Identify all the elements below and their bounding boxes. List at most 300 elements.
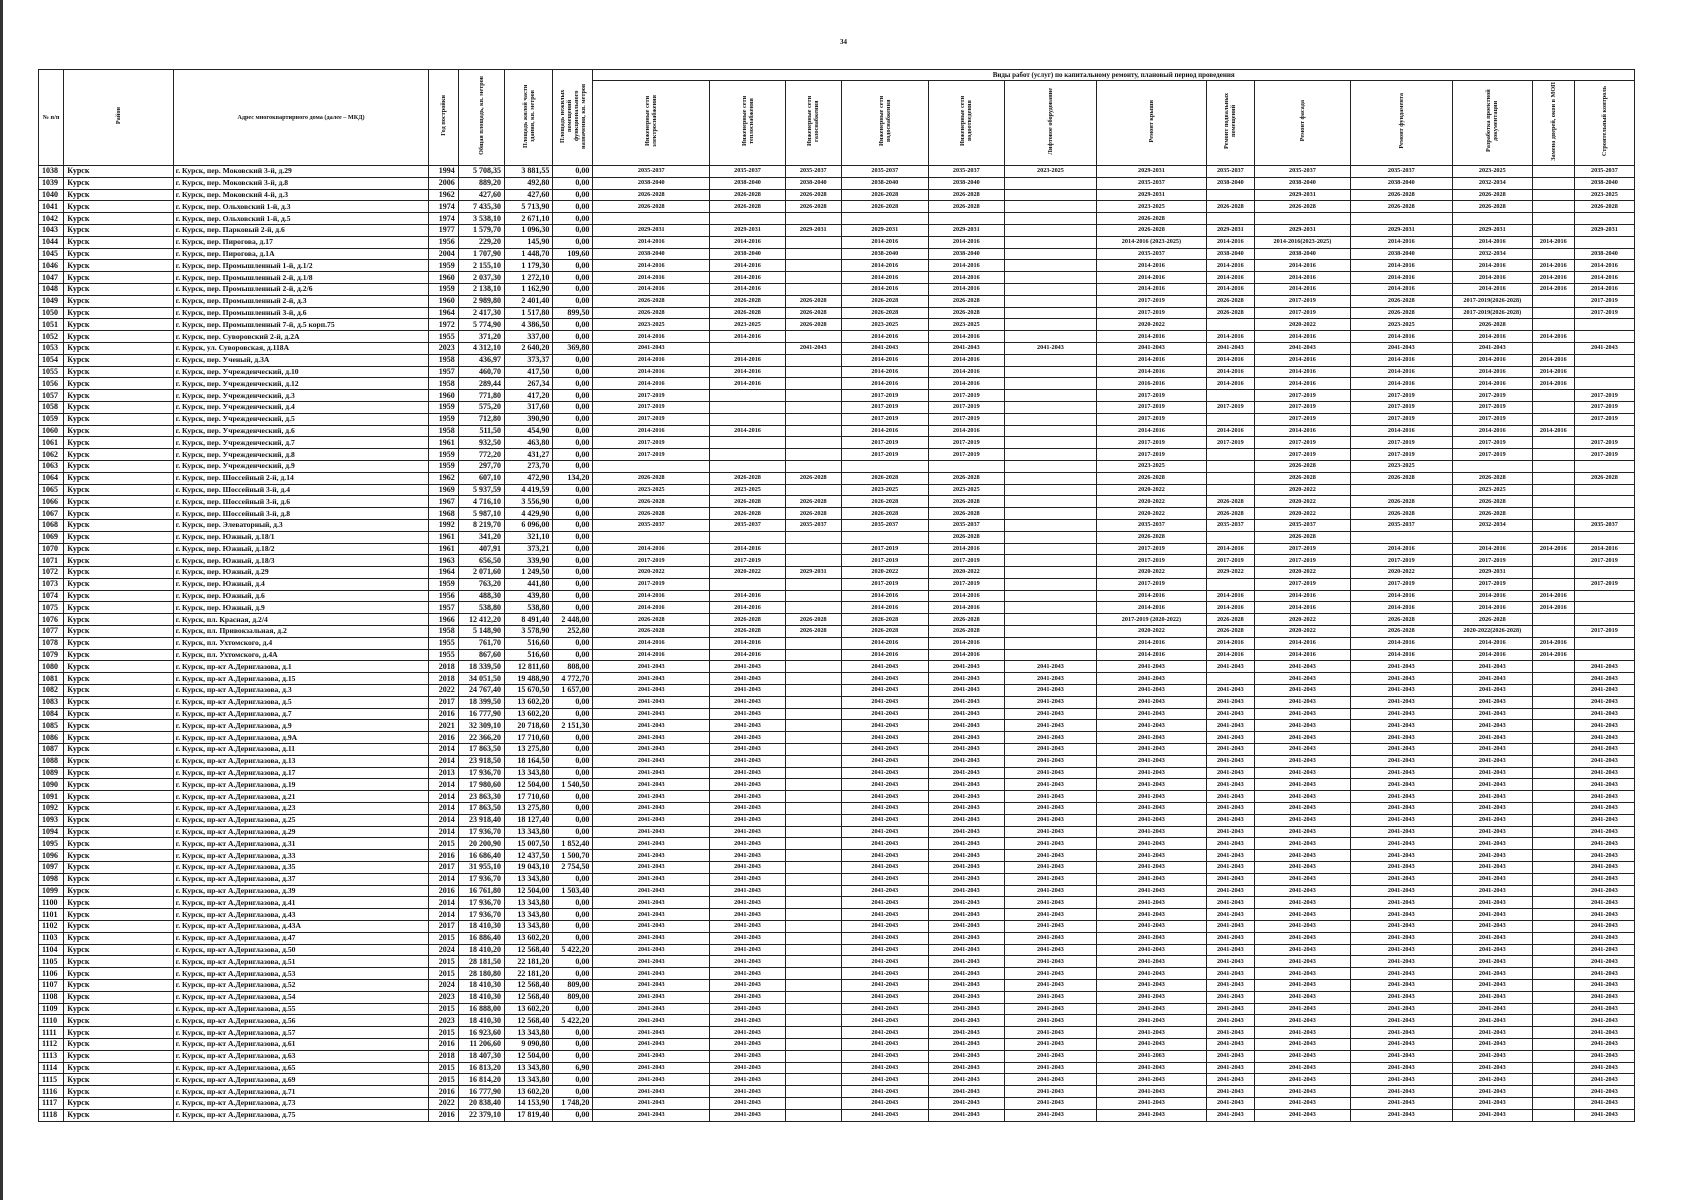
work-period-cell: 2020-2022: [1097, 484, 1206, 496]
work-period-cell: 2041-2043: [1097, 803, 1206, 815]
work-period-cell: 2041-2043: [841, 897, 928, 909]
district-cell: Курск: [64, 437, 173, 449]
address-cell: г. Курск, пер. Моковский 3-й, д.29: [173, 166, 429, 178]
work-period-cell: [1574, 460, 1634, 472]
work-period-cell: 2041-2043: [1452, 932, 1532, 944]
work-period-cell: 2041-2043: [710, 991, 786, 1003]
work-period-cell: 2041-2043: [1255, 1074, 1351, 1086]
address-cell: г. Курск, пр-кт А.Дериглазова, д.41: [173, 897, 429, 909]
work-period-cell: 2014-2016: [1097, 366, 1206, 378]
year-cell: 1974: [429, 213, 458, 225]
work-period-cell: 2041-2043: [1350, 661, 1452, 673]
work-period-cell: [785, 425, 841, 437]
work-period-cell: [1532, 496, 1574, 508]
row-number: 1102: [39, 921, 64, 933]
work-period-cell: 2041-2043: [1097, 932, 1206, 944]
work-period-cell: [1350, 484, 1452, 496]
work-period-cell: [1532, 189, 1574, 201]
district-cell: Курск: [64, 696, 173, 708]
row-number: 1115: [39, 1074, 64, 1086]
work-period-cell: 2014-2016: [841, 602, 928, 614]
work-period-cell: 2026-2028: [785, 614, 841, 626]
work-period-cell: [1532, 319, 1574, 331]
work-period-cell: 2014-2016: [710, 366, 786, 378]
table-row: [39, 224, 1635, 236]
work-period-cell: 2029-2031: [1255, 189, 1351, 201]
work-period-cell: [710, 449, 786, 461]
living-area-cell: 12 568,40: [505, 944, 553, 956]
work-period-cell: 2017-2019: [593, 449, 710, 461]
district-cell: Курск: [64, 567, 173, 579]
work-period-cell: 2041-2043: [1574, 1086, 1634, 1098]
year-cell: 2015: [429, 956, 458, 968]
work-period-cell: [1532, 1015, 1574, 1027]
work-period-cell: 2041-2043: [1350, 744, 1452, 756]
year-cell: 1962: [429, 472, 458, 484]
work-period-cell: 2014-2016: [1452, 331, 1532, 343]
work-period-cell: 2014-2016: [1206, 366, 1254, 378]
work-period-cell: [1574, 319, 1634, 331]
work-period-cell: 2041-2043: [1206, 1062, 1254, 1074]
work-period-cell: 2041-2043: [1004, 944, 1097, 956]
nonres-area-cell: 0,00: [553, 744, 593, 756]
work-period-cell: 2041-2043: [1350, 944, 1452, 956]
work-period-cell: 2041-2043: [1350, 1097, 1452, 1109]
work-period-cell: [785, 248, 841, 260]
work-period-cell: [1532, 472, 1574, 484]
row-number: 1050: [39, 307, 64, 319]
row-number: 1111: [39, 1027, 64, 1039]
work-period-cell: 2014-2016: [1452, 272, 1532, 284]
header-work-type: Строительный контроль: [1574, 81, 1634, 166]
work-period-cell: 2020-2022: [593, 567, 710, 579]
work-period-cell: 2023-2025: [1097, 460, 1206, 472]
work-period-cell: 2014-2016: [1452, 637, 1532, 649]
work-period-cell: [593, 213, 710, 225]
work-period-cell: 2041-2043: [593, 803, 710, 815]
work-period-cell: 2041-2043: [1097, 956, 1206, 968]
work-period-cell: 2041-2043: [710, 1074, 786, 1086]
total-area-cell: 20 200,90: [458, 838, 504, 850]
living-area-cell: 9 090,80: [505, 1038, 553, 1050]
table-row: [39, 956, 1635, 968]
district-cell: Курск: [64, 885, 173, 897]
work-period-cell: 2041-2043: [1452, 708, 1532, 720]
work-period-cell: [1206, 189, 1254, 201]
work-period-cell: [1004, 177, 1097, 189]
work-period-cell: 2041-2043: [1255, 755, 1351, 767]
row-number: 1081: [39, 673, 64, 685]
district-cell: Курск: [64, 449, 173, 461]
work-period-cell: 2017-2019: [1452, 401, 1532, 413]
work-period-cell: 2041-2043: [1574, 1027, 1634, 1039]
table-row: [39, 295, 1635, 307]
total-area-cell: 575,20: [458, 401, 504, 413]
work-period-cell: 2041-2043: [1350, 1015, 1452, 1027]
living-area-cell: 373,21: [505, 543, 553, 555]
address-cell: г. Курск, пр-кт А.Дериглазова, д.15: [173, 673, 429, 685]
work-period-cell: 2017-2019: [841, 449, 928, 461]
row-number: 1082: [39, 685, 64, 697]
district-cell: Курск: [64, 260, 173, 272]
work-period-cell: 2041-2043: [1350, 1027, 1452, 1039]
work-period-cell: 2041-2043: [1004, 1109, 1097, 1121]
work-period-cell: 2026-2028: [1452, 496, 1532, 508]
year-cell: 2014: [429, 814, 458, 826]
district-cell: Курск: [64, 968, 173, 980]
work-period-cell: 2017-2019: [1452, 578, 1532, 590]
work-period-cell: [1532, 1109, 1574, 1121]
work-period-cell: 2020-2022: [1255, 484, 1351, 496]
work-period-cell: 2026-2028: [1452, 319, 1532, 331]
total-area-cell: 31 955,10: [458, 862, 504, 874]
work-period-cell: 2014-2016: [710, 236, 786, 248]
work-period-cell: 2041-2043: [710, 897, 786, 909]
address-cell: г. Курск, пр-кт А.Дериглазова, д.43: [173, 909, 429, 921]
year-cell: 1959: [429, 401, 458, 413]
work-period-cell: 2041-2043: [1206, 897, 1254, 909]
work-period-cell: [1206, 472, 1254, 484]
row-number: 1106: [39, 968, 64, 980]
year-cell: 1958: [429, 354, 458, 366]
address-cell: г. Курск, пр-кт А.Дериглазова, д.51: [173, 956, 429, 968]
work-period-cell: 2041-2043: [593, 1109, 710, 1121]
work-period-cell: 2038-2040: [841, 248, 928, 260]
work-period-cell: 2026-2028: [593, 189, 710, 201]
district-cell: Курск: [64, 496, 173, 508]
work-period-cell: 2041-2043: [593, 885, 710, 897]
work-period-cell: 2041-2043: [1097, 755, 1206, 767]
work-period-cell: [1004, 555, 1097, 567]
work-period-cell: [1532, 744, 1574, 756]
total-area-cell: 5 148,90: [458, 626, 504, 638]
work-period-cell: [785, 791, 841, 803]
work-period-cell: [785, 1109, 841, 1121]
work-period-cell: 2026-2028: [1350, 307, 1452, 319]
work-period-cell: 2023-2025: [841, 319, 928, 331]
year-cell: 1974: [429, 201, 458, 213]
year-cell: 1992: [429, 519, 458, 531]
work-period-cell: [1574, 590, 1634, 602]
work-period-cell: 2026-2028: [710, 508, 786, 520]
total-area-cell: 18 410,30: [458, 1015, 504, 1027]
total-area-cell: 16 686,40: [458, 850, 504, 862]
work-period-cell: 2041-2043: [710, 826, 786, 838]
work-period-cell: 2017-2019: [710, 555, 786, 567]
work-period-cell: 2041-2043: [841, 979, 928, 991]
work-period-cell: 2035-2037: [1574, 166, 1634, 178]
work-period-cell: 2014-2016: [1452, 366, 1532, 378]
year-cell: 2016: [429, 885, 458, 897]
work-period-cell: 2026-2028: [841, 201, 928, 213]
work-period-cell: 2035-2037: [593, 166, 710, 178]
work-period-cell: [785, 354, 841, 366]
work-period-cell: 2041-2043: [1255, 1086, 1351, 1098]
work-period-cell: [1532, 626, 1574, 638]
capital-repair-table: [38, 69, 1635, 1122]
work-period-cell: 2032-2034: [1452, 248, 1532, 260]
work-period-cell: 2026-2028: [710, 614, 786, 626]
address-cell: г. Курск, пер. Моковский 3-й, д.8: [173, 177, 429, 189]
total-area-cell: 5 937,59: [458, 484, 504, 496]
work-period-cell: 2041-2043: [593, 1097, 710, 1109]
work-period-cell: 2029-2031: [1206, 224, 1254, 236]
work-period-cell: 2041-2043: [1574, 673, 1634, 685]
work-period-cell: 2041-2043: [593, 342, 710, 354]
nonres-area-cell: 808,00: [553, 661, 593, 673]
work-period-cell: 2026-2028: [1206, 496, 1254, 508]
living-area-cell: 19 043,10: [505, 862, 553, 874]
work-period-cell: 2014-2016: [1206, 637, 1254, 649]
work-period-cell: 2041-2043: [1350, 814, 1452, 826]
district-cell: Курск: [64, 342, 173, 354]
work-period-cell: 2014-2016: [1206, 378, 1254, 390]
nonres-area-cell: 899,50: [553, 307, 593, 319]
work-period-cell: 2014-2016: [710, 649, 786, 661]
year-cell: 1968: [429, 508, 458, 520]
work-period-cell: [1004, 366, 1097, 378]
work-period-cell: 2041-2043: [1255, 1027, 1351, 1039]
district-cell: Курск: [64, 224, 173, 236]
living-area-cell: 15 007,50: [505, 838, 553, 850]
nonres-area-cell: 1 540,50: [553, 779, 593, 791]
work-period-cell: 2017-2019: [841, 437, 928, 449]
work-period-cell: 2041-2043: [1350, 921, 1452, 933]
address-cell: г. Курск, пер. Шоссейный 3-й, д.8: [173, 508, 429, 520]
living-area-cell: 472,90: [505, 472, 553, 484]
work-period-cell: [1004, 248, 1097, 260]
work-period-cell: 2041-2043: [1206, 1097, 1254, 1109]
work-period-cell: 2041-2043: [1097, 779, 1206, 791]
total-area-cell: 772,20: [458, 449, 504, 461]
year-cell: 2015: [429, 1027, 458, 1039]
work-period-cell: 2023-2025: [1004, 166, 1097, 178]
row-number: 1116: [39, 1086, 64, 1098]
work-period-cell: 2041-2043: [1350, 755, 1452, 767]
address-cell: г. Курск, пер. Шоссейный 3-й, д.6: [173, 496, 429, 508]
work-period-cell: [1206, 319, 1254, 331]
work-period-cell: 2041-2043: [710, 1050, 786, 1062]
table-row: [39, 437, 1635, 449]
work-period-cell: 2014-2016: [1532, 260, 1574, 272]
work-period-cell: 2041-2043: [1004, 814, 1097, 826]
address-cell: г. Курск, пр-кт А.Дериглазова, д.35: [173, 862, 429, 874]
work-period-cell: 2041-2043: [1206, 685, 1254, 697]
row-number: 1089: [39, 767, 64, 779]
work-period-cell: 2017-2019: [1574, 307, 1634, 319]
year-cell: 2018: [429, 1050, 458, 1062]
work-period-cell: 2023-2025: [1574, 189, 1634, 201]
address-cell: г. Курск, пер. Южный, д.6: [173, 590, 429, 602]
work-period-cell: 2017-2019: [593, 578, 710, 590]
work-period-cell: 2041-2043: [1255, 673, 1351, 685]
work-period-cell: 2014-2016: [1255, 637, 1351, 649]
nonres-area-cell: 0,00: [553, 921, 593, 933]
work-period-cell: 2041-2043: [928, 1086, 1004, 1098]
work-period-cell: 2041-2043: [710, 956, 786, 968]
row-number: 1068: [39, 519, 64, 531]
work-period-cell: 2026-2028: [1350, 189, 1452, 201]
work-period-cell: 2041-2043: [1206, 1038, 1254, 1050]
work-period-cell: 2026-2028: [593, 626, 710, 638]
work-period-cell: 2041-2043: [1452, 1027, 1532, 1039]
work-period-cell: 2041-2043: [1350, 803, 1452, 815]
work-period-cell: [1532, 921, 1574, 933]
year-cell: 2013: [429, 767, 458, 779]
address-cell: г. Курск, пр-кт А.Дериглазова, д.65: [173, 1062, 429, 1074]
living-area-cell: 12 504,00: [505, 885, 553, 897]
table-row: [39, 602, 1635, 614]
address-cell: г. Курск, пр-кт А.Дериглазова, д.9А: [173, 732, 429, 744]
work-period-cell: 2035-2037: [928, 519, 1004, 531]
table-row: [39, 1074, 1635, 1086]
nonres-area-cell: 252,80: [553, 626, 593, 638]
work-period-cell: 2041-2043: [841, 1038, 928, 1050]
district-cell: Курск: [64, 248, 173, 260]
work-period-cell: 2041-2043: [1574, 803, 1634, 815]
work-period-cell: [785, 685, 841, 697]
work-period-cell: 2041-2043: [1255, 932, 1351, 944]
address-cell: г. Курск, пер. Учрежденческий, д.7: [173, 437, 429, 449]
row-number: 1057: [39, 390, 64, 402]
living-area-cell: 1 249,50: [505, 567, 553, 579]
work-period-cell: 2020-2022: [1097, 508, 1206, 520]
work-period-cell: 2041-2043: [928, 826, 1004, 838]
work-period-cell: [785, 378, 841, 390]
district-cell: Курск: [64, 1003, 173, 1015]
work-period-cell: 2014-2016: [928, 331, 1004, 343]
work-period-cell: 2014-2016: [1532, 354, 1574, 366]
work-period-cell: [1004, 425, 1097, 437]
work-period-cell: 2014-2016: [928, 602, 1004, 614]
work-period-cell: [1532, 1050, 1574, 1062]
work-period-cell: 2041-2043: [1350, 850, 1452, 862]
living-area-cell: 145,90: [505, 236, 553, 248]
work-period-cell: 2041-2043: [1452, 909, 1532, 921]
district-cell: Курск: [64, 177, 173, 189]
work-period-cell: 2026-2028: [928, 614, 1004, 626]
work-period-cell: 2029-2031: [785, 567, 841, 579]
row-number: 1071: [39, 555, 64, 567]
work-period-cell: [785, 956, 841, 968]
work-period-cell: 2041-2043: [1255, 873, 1351, 885]
work-period-cell: 2041-2043: [1350, 791, 1452, 803]
work-period-cell: 2041-2043: [841, 744, 928, 756]
work-period-cell: 2041-2043: [1255, 1015, 1351, 1027]
work-period-cell: 2041-2043: [710, 1062, 786, 1074]
work-period-cell: 2041-2043: [928, 696, 1004, 708]
work-period-cell: [1004, 260, 1097, 272]
work-period-cell: [785, 814, 841, 826]
district-cell: Курск: [64, 626, 173, 638]
work-period-cell: 2017-2019: [593, 437, 710, 449]
work-period-cell: 2041-2043: [928, 991, 1004, 1003]
row-number: 1060: [39, 425, 64, 437]
table-row: [39, 744, 1635, 756]
work-period-cell: [785, 720, 841, 732]
work-period-cell: 2026-2028: [841, 295, 928, 307]
living-area-cell: 17 710,60: [505, 791, 553, 803]
total-area-cell: 18 410,20: [458, 944, 504, 956]
district-cell: Курск: [64, 519, 173, 531]
work-period-cell: [785, 1086, 841, 1098]
work-period-cell: 2014-2016: [928, 649, 1004, 661]
living-area-cell: 12 568,40: [505, 991, 553, 1003]
work-period-cell: 2041-2043: [1097, 1109, 1206, 1121]
district-cell: Курск: [64, 1086, 173, 1098]
work-period-cell: 2041-2043: [928, 1050, 1004, 1062]
work-period-cell: 2026-2028: [710, 496, 786, 508]
living-area-cell: 12 504,00: [505, 779, 553, 791]
work-period-cell: 2014-2016: [841, 637, 928, 649]
work-period-cell: [785, 909, 841, 921]
address-cell: г. Курск, пр-кт А.Дериглазова, д.1: [173, 661, 429, 673]
work-period-cell: 2041-2043: [1004, 791, 1097, 803]
work-period-cell: 2023-2025: [928, 319, 1004, 331]
work-period-cell: 2041-2043: [1452, 661, 1532, 673]
work-period-cell: 2041-2043: [1255, 779, 1351, 791]
work-period-cell: 2041-2043: [928, 803, 1004, 815]
work-period-cell: 2041-2043: [1452, 885, 1532, 897]
work-period-cell: 2041-2043: [710, 838, 786, 850]
work-period-cell: 2026-2028: [785, 496, 841, 508]
work-period-cell: [1574, 425, 1634, 437]
table-row: [39, 531, 1635, 543]
work-period-cell: 2014-2016: [1452, 354, 1532, 366]
work-period-cell: 2026-2028: [1097, 213, 1206, 225]
work-period-cell: 2041-2043: [841, 342, 928, 354]
work-period-cell: 2014-2016: [1350, 366, 1452, 378]
work-period-cell: 2041-2043: [1350, 673, 1452, 685]
work-period-cell: [785, 744, 841, 756]
work-period-cell: 2014-2016: [593, 637, 710, 649]
work-period-cell: [1574, 236, 1634, 248]
table-row: [39, 685, 1635, 697]
work-period-cell: 2041-2043: [841, 661, 928, 673]
work-period-cell: 2041-2043: [1206, 803, 1254, 815]
work-period-cell: 2041-2043: [1097, 708, 1206, 720]
table-row: [39, 1062, 1635, 1074]
living-area-cell: 12 437,50: [505, 850, 553, 862]
work-period-cell: 2029-2031: [1097, 189, 1206, 201]
work-period-cell: 2041-2043: [593, 661, 710, 673]
district-cell: Курск: [64, 166, 173, 178]
work-period-cell: [785, 1027, 841, 1039]
living-area-cell: 417,50: [505, 366, 553, 378]
address-cell: г. Курск, пер. Пирогова, д.1А: [173, 248, 429, 260]
district-cell: Курск: [64, 803, 173, 815]
work-period-cell: 2014-2016: [1255, 260, 1351, 272]
total-area-cell: 2 138,10: [458, 283, 504, 295]
table-row: [39, 354, 1635, 366]
work-period-cell: [1532, 224, 1574, 236]
address-cell: г. Курск, пр-кт А.Дериглазова, д.75: [173, 1109, 429, 1121]
work-period-cell: 2041-2043: [841, 732, 928, 744]
nonres-area-cell: 0,00: [553, 236, 593, 248]
year-cell: 1967: [429, 496, 458, 508]
work-period-cell: [785, 555, 841, 567]
work-period-cell: 2041-2043: [1004, 767, 1097, 779]
work-period-cell: [785, 213, 841, 225]
work-period-cell: [1532, 673, 1574, 685]
work-period-cell: 2041-2043: [1004, 673, 1097, 685]
total-area-cell: 763,20: [458, 578, 504, 590]
nonres-area-cell: 0,00: [553, 803, 593, 815]
work-period-cell: 2041-2043: [1255, 991, 1351, 1003]
work-period-cell: 2041-2043: [1574, 1097, 1634, 1109]
work-period-cell: [1532, 437, 1574, 449]
table-row: [39, 1027, 1635, 1039]
